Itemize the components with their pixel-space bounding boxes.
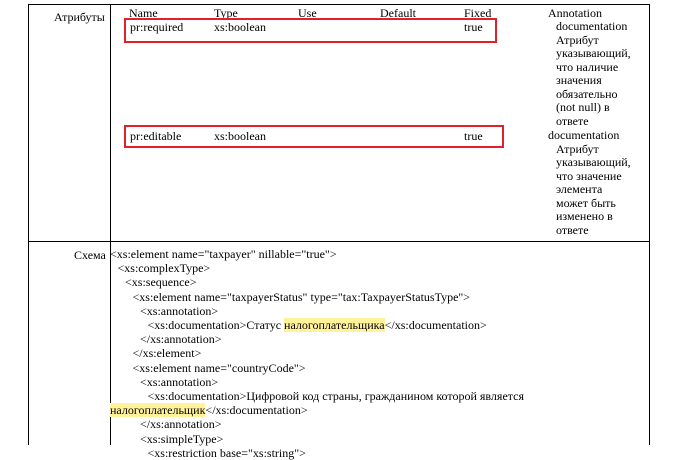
code-line [110,346,650,360]
code-text: <xs:annotation> [140,303,219,318]
code-line [110,290,650,304]
col-header-annotation: Annotation [548,6,602,20]
annotation-line: (not null) в [556,100,610,114]
code-text: <xs:documentation>Цифровой код страны, гражданином которой является [147,389,524,404]
code-line [110,361,650,375]
col-header-default: Default [380,6,416,20]
code-line [110,432,650,446]
schema-code-block [110,247,650,460]
annotation-line: может быть [556,195,616,210]
col-header-name: Name [129,6,158,20]
annotation-line: указывающий, [556,46,631,60]
code-line [110,375,650,389]
row-divider [28,241,650,242]
code-line [110,446,650,460]
code-line [110,304,650,318]
code-line [110,389,650,403]
code-text: <xs:element name="taxpayerStatus" type="tax:TaxpayerStatusType"> [132,289,471,304]
annotation-line: documentation [556,19,628,33]
code-line [110,275,650,289]
code-text: </xs:annotation> [140,332,222,347]
annotation-line: значения [556,73,602,87]
code-text: </xs:annotation> [140,417,222,432]
code-text: <xs:sequence> [125,275,197,290]
code-text: </xs:documentation> [205,403,308,418]
attribute-type-editable: xs:boolean [214,129,266,143]
annotation-line: что наличие [556,59,619,74]
code-text: <xs:documentation>Статус [147,318,285,333]
col-header-use: Use [298,6,317,20]
annotation-line: что значение [556,168,622,183]
annotation-line: ответе [556,222,589,237]
attribute-name-required: pr:required [130,20,184,34]
attribute-fixed-required: true [464,20,483,34]
annotation-line: изменено в [556,209,613,223]
code-text: </xs:documentation> [384,318,487,333]
attribute-fixed-editable: true [464,129,483,143]
col-header-fixed: Fixed [464,6,492,20]
code-text: <xs:annotation> [140,374,219,389]
code-text: <xs:element name="countryCode"> [132,360,306,375]
code-line [110,247,650,261]
attribute-annotation-editable [548,129,658,237]
table-top-border [28,4,650,5]
code-line [110,332,650,346]
attributes-row-label: Атрибуты [54,10,105,24]
annotation-line: documentation [548,128,620,142]
attribute-name-editable: pr:editable [130,129,182,143]
table-left-border [28,4,29,445]
annotation-line: элемента [556,182,603,196]
annotation-line: Атрибут [556,141,599,156]
code-line [110,318,650,332]
attribute-annotation-required [548,20,658,128]
annotation-line: Атрибут [556,32,599,47]
annotation-line: указывающий, [556,155,631,169]
annotation-line: обязательно [556,86,618,101]
code-line [110,261,650,275]
code-text: <xs:element name="taxpayer" nillable="true"> [110,247,337,261]
attribute-type-required: xs:boolean [214,20,266,34]
col-header-type: Type [214,6,238,20]
code-text: </xs:element> [132,346,202,361]
highlighted-term: налогоплательщик [110,403,206,418]
highlighted-term: налогоплательщика [284,318,385,333]
code-text: <xs:simpleType> [140,431,224,446]
code-text: <xs:restriction base="xs:string"> [147,445,306,460]
code-text: <xs:complexType> [117,261,211,276]
schema-row-label: Схема [74,248,106,262]
annotation-line: ответе [556,113,589,128]
code-line [110,417,650,431]
code-line [110,403,650,417]
